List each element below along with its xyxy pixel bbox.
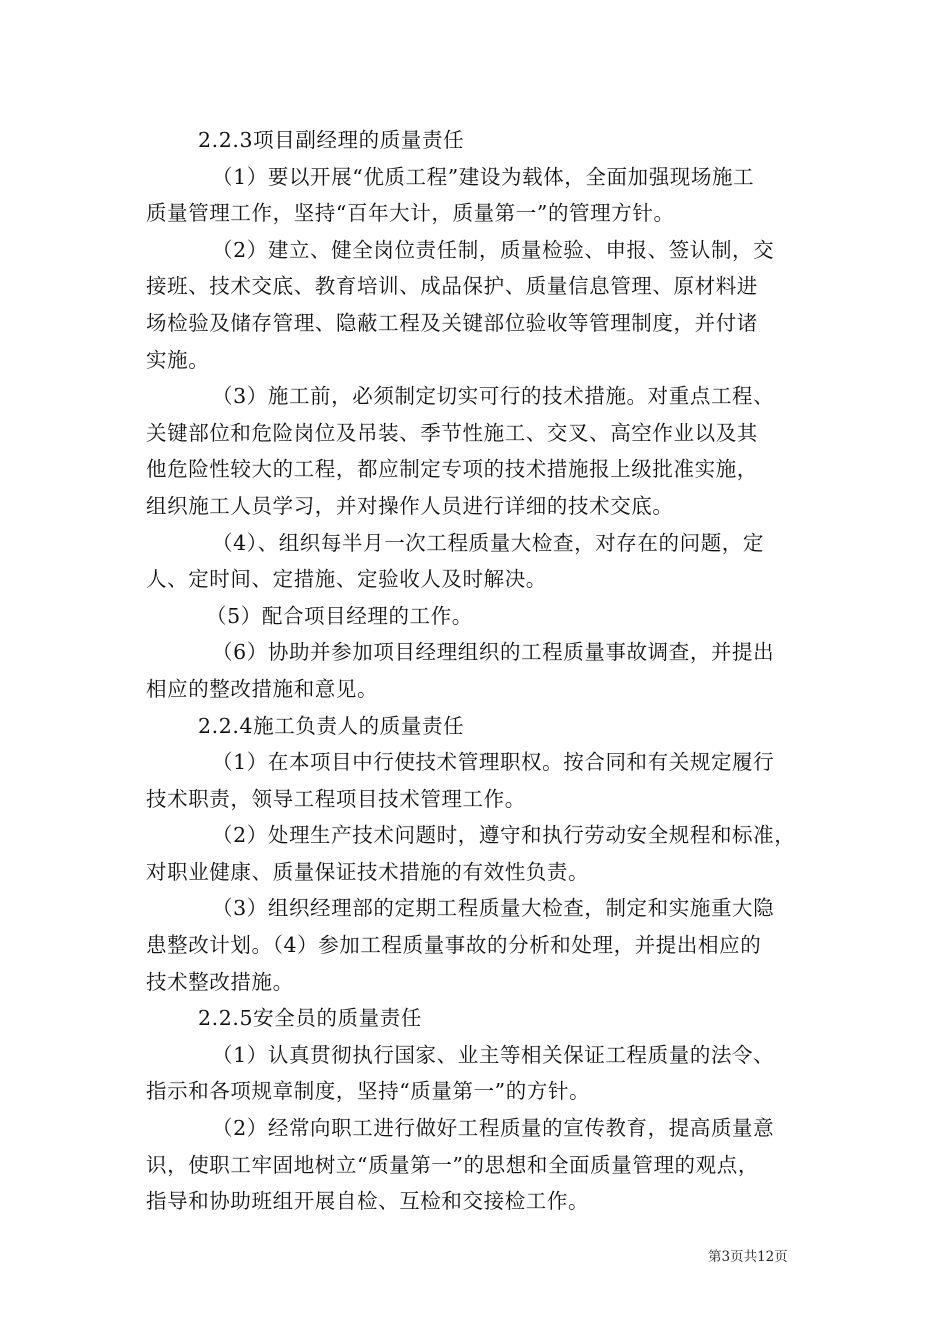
text-line: 2.2.5安全员的质量责任: [198, 1006, 422, 1031]
text-line: 接班、技术交底、教育培训、成品保护、质量信息管理、原材料进: [146, 274, 758, 299]
text-line: 人、定时间、定措施、定验收人及时解决。: [146, 567, 547, 592]
text-line: 对职业健康、质量保证技术措施的有效性负责。: [146, 859, 590, 884]
text-line: 实施。: [146, 347, 210, 372]
text-line: 场检验及储存管理、隐蔽工程及关键部位验收等管理制度，并付诸: [146, 310, 758, 335]
text-line: 相应的整改措施和意见。: [146, 676, 379, 701]
text-line: （1）认真贯彻执行国家、业主等相关保证工程质量的法令、: [212, 1042, 775, 1067]
text-line: （3）施工前，必须制定切实可行的技术措施。对重点工程、: [212, 384, 775, 409]
text-line: （6）协助并参加项目经理组织的工程质量事故调查，并提出: [212, 640, 775, 665]
text-line: （4）、组织每半月一次工程质量大检查，对存在的问题，定: [212, 530, 764, 555]
text-line: 指示和各项规章制度，坚持“质量第一”的方针。: [146, 1079, 591, 1104]
text-line: 质量管理工作，坚持“百年大计，质量第一”的管理方针。: [146, 201, 675, 226]
text-line: （3）组织经理部的定期工程质量大检查，制定和实施重大隐: [212, 896, 775, 921]
text-line: （2）建立、健全岗位责任制，质量检验、申报、签认制，交: [212, 237, 775, 262]
text-line: 组织施工人员学习，并对操作人员进行详细的技术交底。: [146, 493, 674, 518]
text-line: （1）在本项目中行使技术管理职权。按合同和有关规定履行: [212, 750, 775, 775]
text-line: 患整改计划。（4）参加工程质量事故的分析和处理，并提出相应的: [146, 933, 762, 958]
page-number: 第3页共12页: [708, 1249, 788, 1265]
text-line: （1）要以开展“优质工程”建设为载体，全面加强现场施工: [212, 164, 755, 189]
text-line: 技术整改措施。: [146, 969, 294, 994]
text-line: 2.2.4施工负责人的质量责任: [198, 713, 465, 738]
text-line: 识，使职工牢固地树立“质量第一”的思想和全面质量管理的观点，: [146, 1152, 759, 1177]
text-line: （5）配合项目经理的工作。: [206, 603, 473, 628]
document-body: [146, 122, 810, 1220]
text-line: 指导和协助班组开展自检、互检和交接检工作。: [146, 1189, 590, 1214]
text-line: （2）处理生产技术问题时，遵守和执行劳动安全规程和标准，: [212, 823, 796, 848]
text-line: 技术职责，领导工程项目技术管理工作。: [146, 786, 526, 811]
text-line: 他危险性较大的工程，都应制定专项的技术措施报上级批准实施，: [146, 457, 758, 482]
text-line: 关键部位和危险岗位及吊装、季节性施工、交叉、高空作业以及其: [146, 420, 758, 445]
text-line: （2）经常向职工进行做好工程质量的宣传教育，提高质量意: [212, 1116, 775, 1141]
text-line: 2.2.3项目副经理的质量责任: [198, 128, 465, 152]
